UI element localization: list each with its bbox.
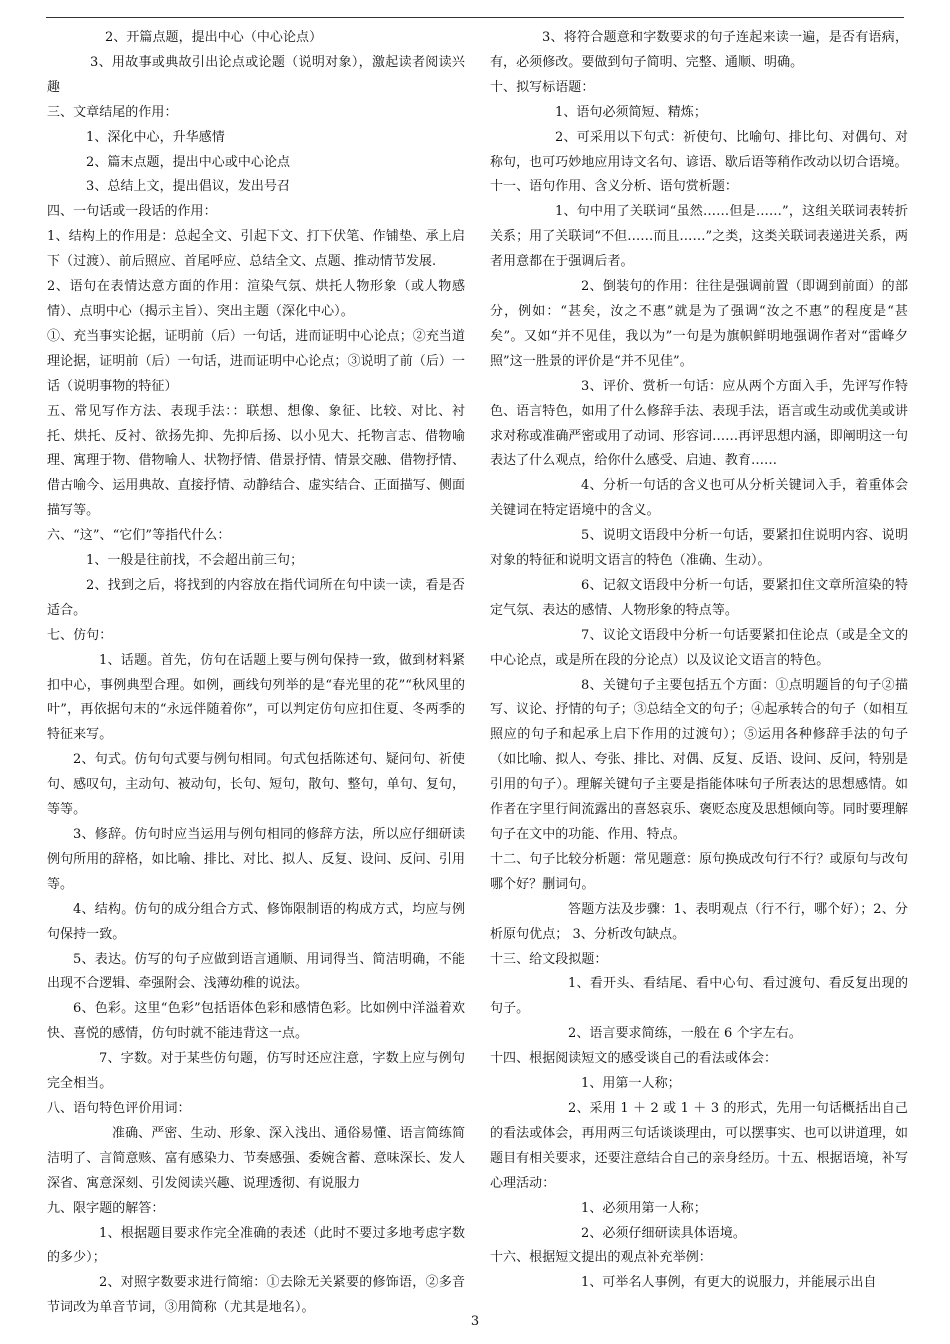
paragraph: 2、可采用以下句式：祈使句、比喻句、排比句、对偶句、对称句，也可巧妙地应用诗文名句、谚语、歇后语等稍作改动以切合语境。 bbox=[490, 129, 908, 170]
paragraph: 2、句式。仿句句式要与例句相同。句式包括陈述句、疑问句、祈使句、感叹句，主动句、被动句，长句、短句，散句、整句，单句、复句，等等。 bbox=[47, 752, 465, 818]
paragraph: 4、分析一句话的含义也可从分析关键词入手，着重体会关键词在特定语境中的含义。 bbox=[490, 478, 908, 519]
paragraph: 3、总结上文，提出倡议，发出号召 bbox=[86, 179, 291, 195]
paragraph: 6、记叙文语段中分析一句话，要紧扣住文章所渲染的特定气氛、表达的感情、人物形象的特点等。 bbox=[490, 577, 908, 618]
paragraph: 三、文章结尾的作用： bbox=[47, 104, 178, 120]
paragraph: 2、必须仔细研读具体语境。 bbox=[581, 1225, 746, 1241]
paragraph: 1、深化中心，升华感情 bbox=[86, 129, 225, 145]
paragraph: 准确、严密、生动、形象、深入浅出、通俗易懂、语言简练简洁明了、言简意赅、富有感染力、节奏感强、委婉含蓄、意味深长、发人深省、寓意深刻、引发阅读兴趣、说理透彻、有说服力 bbox=[47, 1125, 465, 1191]
right-column bbox=[490, 26, 908, 1296]
paragraph: 2、开篇点题，提出中心（中心论点） bbox=[105, 30, 323, 45]
paragraph: 1、一般是往前找，不会超出前三句； bbox=[86, 553, 304, 569]
paragraph: 4、结构。仿句的成分组合方式、修饰限制语的构成方式，均应与例句保持一致。 bbox=[47, 901, 465, 942]
paragraph: 2、找到之后，将找到的内容放在指代词所在句中读一读，看是否适合。 bbox=[47, 577, 465, 618]
paragraph: 2、对照字数要求进行简缩：①去除无关紧要的修饰语，②多音节词改为单音节词，③用简称（尤其是地名）。 bbox=[47, 1275, 465, 1316]
paragraph: 十三、给文段拟题： bbox=[490, 951, 608, 967]
paragraph: 1、语句必须简短、精炼； bbox=[555, 104, 707, 120]
paragraph: 7、字数。对于某些仿句题，仿写时还应注意，字数上应与例句完全相当。 bbox=[47, 1051, 465, 1092]
paragraph: 6、色彩。这里“色彩”包括语体色彩和感情色彩。比如例中洋溢着欢快、喜悦的感情，仿句时就不能违背这一点。 bbox=[47, 1001, 465, 1042]
paragraph: 五、常见写作方法、表现手法：：联想、想像、象征、比较、对比、衬托、烘托、反衬、欲扬先抑、先抑后扬、以小见大、托物言志、借物喻理、寓理于物、借物喻人、状物抒情、借景抒情、情景交融、借物抒情、借古喻今、运用典故、直接抒情、动静结合、虚实结合、正面描写、侧面描写等。 bbox=[47, 403, 465, 519]
paragraph: 2、语句在表情达意方面的作用：渲染气氛、烘托人物形象（或人物感情）、点明中心（揭示主旨）、突出主题（深化中心）。 bbox=[47, 279, 465, 319]
paragraph: 2、采用 1 ＋ 2 或 1 ＋ 3 的形式，先用一句话概括出自己的看法或体会，再用两三句话谈谈理由，可以摆事实、也可以讲道理，如题目有相关要求，还要注意结合自己的亲身经历。十五、根据语境，补写心理活动： bbox=[490, 1100, 908, 1191]
paragraph: 1、结构上的作用是：总起全文、引起下文、打下伏笔、作铺垫、承上启下（过渡）、前后照应、首尾呼应、总结全文、点题、推动情节发展. bbox=[47, 229, 465, 270]
paragraph: 2、语言要求简练，一般在 6 个字左右。 bbox=[568, 1026, 802, 1042]
paragraph: 8、关键句子主要包括五个方面：①点明题旨的句子②描写、议论、抒情的句子；③总结全文的句子；④起承转合的句子（如相互照应的句子和起承上启下作用的过渡句）；⑤运用各种修辞手法的句子（如比喻、拟人、夸张、排比、对偶、反复、反语、设问、反问，特别是引用的句子）。理解关键句子主要是指能体味句子所表达的思想感情。如作者在字里行间流露出的喜怒哀乐、褒贬态度及思想倾向等。同时要理解句子在文中的功能、作用、特点。 bbox=[490, 677, 908, 842]
paragraph: 十、拟写标语题： bbox=[490, 79, 595, 95]
paragraph: 1、必须用第一人称； bbox=[581, 1200, 707, 1216]
paragraph: 1、用第一人称； bbox=[581, 1076, 681, 1092]
paragraph: 5、表达。仿写的句子应做到语言通顺、用词得当、简洁明确，不能出现不合逻辑、牵强附会、浅薄幼稚的说法。 bbox=[47, 951, 465, 992]
paragraph: 答题方法及步骤：1、表明观点（行不行，哪个好）；2、分析原句优点； 3、分析改句缺点。 bbox=[490, 901, 908, 942]
paragraph: 1、话题。首先，仿句在话题上要与例句保持一致，做到材料紧扣中心，事例典型合理。如例，画线句列举的是“春光里的花”“秋风里的叶”，再依据句末的“永远伴随着你”，可以判定仿句应扣住夏、冬两季的特征来写。 bbox=[47, 652, 465, 743]
paragraph: 七、仿句： bbox=[47, 627, 113, 643]
paragraph: 1、可举名人事例，有更大的说服力，并能展示出自 bbox=[581, 1275, 877, 1291]
paragraph: 十二、句子比较分析题：常见题意：原句换成改句行不行？或原句与改句哪个好？删词句。 bbox=[490, 851, 908, 892]
paragraph: 3、将符合题意和字数要求的句子连起来读一遍，是否有语病，有，必须修改。要做到句子简明、完整、通顺、明确。 bbox=[490, 30, 908, 70]
paragraph: 六、“这”、“它们”等指代什么： bbox=[47, 528, 231, 544]
paragraph: 十六、根据短文提出的观点补充举例： bbox=[490, 1250, 712, 1266]
paragraph: 十四、根据阅读短文的感受谈自己的看法或体会： bbox=[490, 1051, 778, 1067]
paragraph: 八、语句特色评价用词： bbox=[47, 1100, 191, 1116]
paragraph: 四、一句话或一段话的作用： bbox=[47, 204, 217, 220]
paragraph: 7、议论文语段中分析一句话要紧扣住论点（或是全文的中心论点，或是所在段的分论点）以及议论文语言的特色。 bbox=[490, 627, 908, 668]
paragraph: 3、修辞。仿句时应当运用与例句相同的修辞方法，所以应仔细研读例句所用的辞格，如比喻、排比、对比、拟人、反复、设问、反问、引用等。 bbox=[47, 827, 465, 892]
paragraph: 3、用故事或典故引出论点或论题（说明对象），激起读者阅读兴趣 bbox=[47, 54, 465, 95]
paragraph: ①、充当事实论据，证明前（后）一句话，进而证明中心论点；②充当道理论据，证明前（后）一句话，进而证明中心论点；③说明了前（后）一话（说明事物的特征） bbox=[47, 328, 465, 394]
paragraph: 2、倒装句的作用：往往是强调前置（即调到前面）的部分，例如：“甚矣，汝之不惠”就是为了强调“汝之不惠”的程度是“甚矣”。又如“并不见佳，我以为”一句是为旗帜鲜明地强调作者对“雷峰夕照”这一胜景的评价是“并不见佳”。 bbox=[490, 279, 908, 369]
paragraph: 3、评价、赏析一句话：应从两个方面入手，先评写作特色、语言特色，如用了什么修辞手法、表现手法，语言或生动或优美或讲求对称或准确严密或用了动词、形容词……再评思想内涵，即阐明这一句表达了什么观点，给你什么感受、启迪、教育…… bbox=[490, 378, 908, 469]
paragraph: 1、根据题目要求作完全准确的表述（此时不要过多地考虑字数的多少）； bbox=[47, 1225, 465, 1266]
paragraph: 九、限字题的解答： bbox=[47, 1200, 165, 1216]
header-rule bbox=[46, 17, 904, 18]
left-column bbox=[47, 26, 465, 1321]
paragraph: 5、说明文语段中分析一句话，要紧扣住说明内容、说明对象的特征和说明文语言的特色（准确、生动）。 bbox=[490, 528, 908, 569]
page-number: 3 bbox=[470, 1314, 480, 1329]
paragraph: 1、看开头、看结尾、看中心句、看过渡句、看反复出现的句子。 bbox=[490, 976, 908, 1017]
paragraph: 1、句中用了关联词“虽然……但是……”，这组关联词表转折关系；用了关联词“不但……而且……”之类，这类关联词表递进关系，两者用意都在于强调后者。 bbox=[490, 204, 908, 270]
paragraph: 十一、语句作用、含义分析、语句赏析题： bbox=[490, 179, 738, 195]
paragraph: 2、篇末点题，提出中心或中心论点 bbox=[86, 154, 291, 170]
